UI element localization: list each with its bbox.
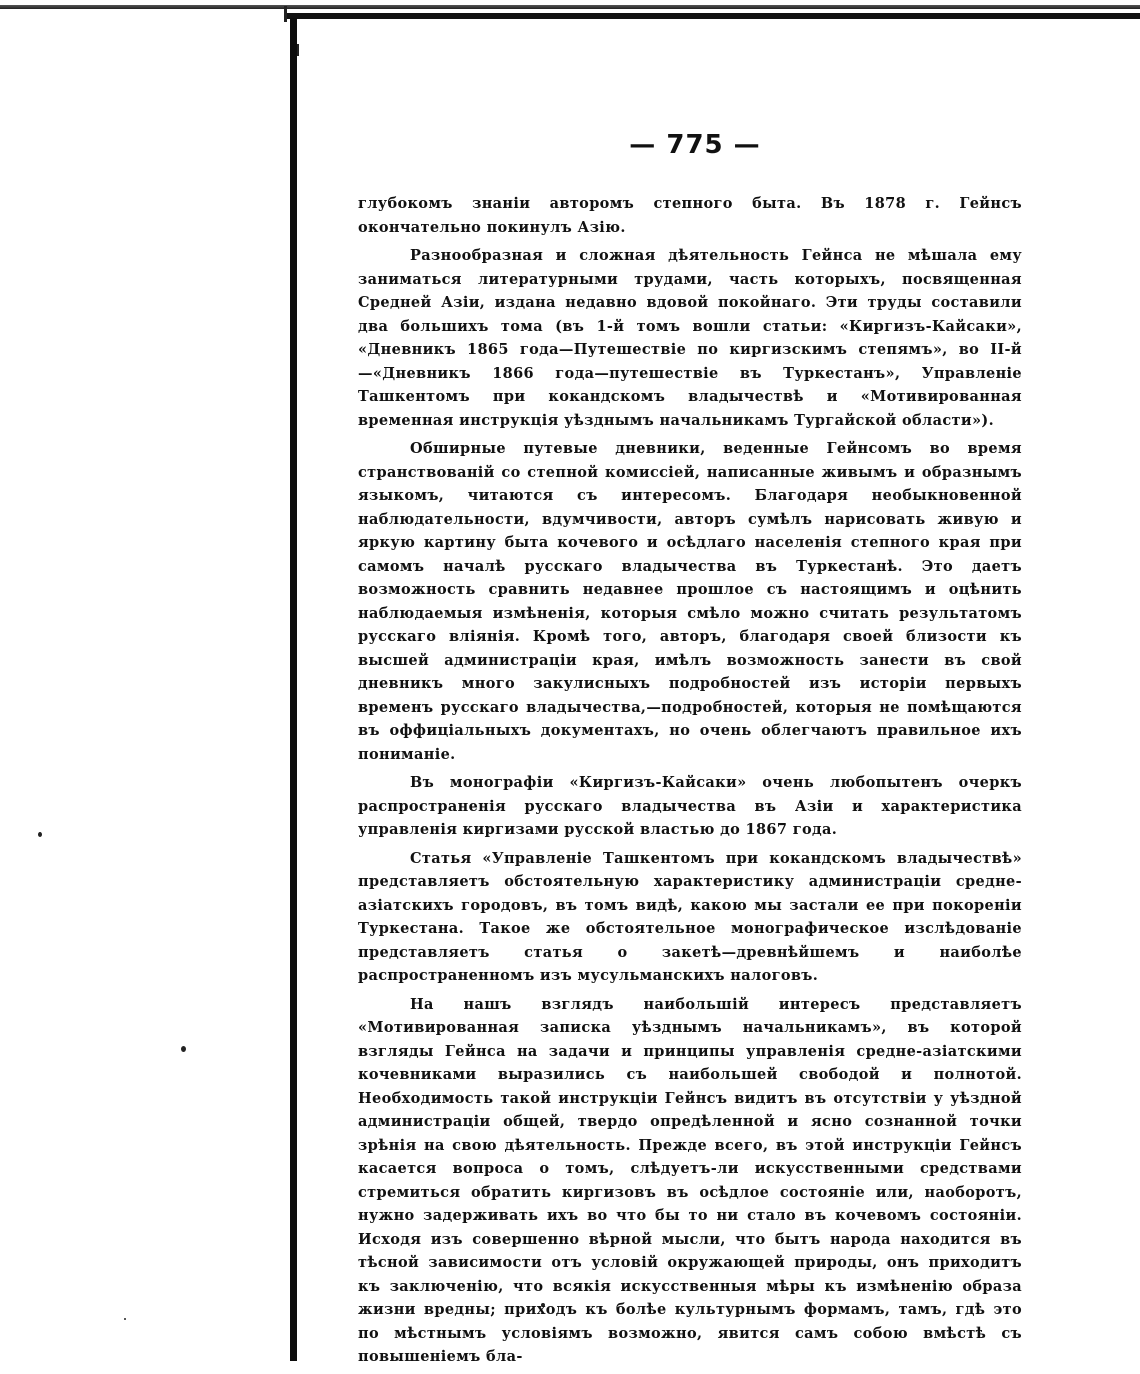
paragraph-continuation: глубокомъ знаніи авторомъ степного быта. Въ 1878 г. Гейнсъ окончательно покинулъ Азію. <box>358 195 1022 236</box>
page-top-edge <box>285 13 1140 19</box>
body-text <box>358 192 1022 1374</box>
paragraph-instruction-note: На нашъ взглядъ наибольшій интересъ представляетъ «Мотивированная записка уѣзднымъ начальникамъ», въ которой взгляды Гейнса на задачи и принципы управленія средне-азіатскими кочевниками выразились съ наибольшей свободой и полнотой. Необходимость такой инструкціи Гейнсъ видитъ въ отсутствіи у уѣздной администраціи общей, твердо опредѣленной и ясно сознанной точки зрѣнія на свою дѣятельность. Прежде всего, въ этой инструкціи Гейнсъ касается вопроса о томъ, слѣдуетъ-ли искусственными средствами стремиться обратить киргизовъ въ осѣдлое состояніе или, наоборотъ, нужно задерживать ихъ во что бы то ни стало въ кочевомъ состояніи. Исходя изъ совершенно вѣрной мысли, что бытъ народа находится въ тѣсной зависимости отъ условій окружающей природы, онъ приходитъ къ заключенію, что всякія искусственныя мѣры къ измѣненію образа жизни вредны; приходъ къ болѣе культурнымъ формамъ, тамъ, гдѣ это по мѣстнымъ условіямъ возможно, явится самъ собою вмѣстѣ съ повышеніемъ бла- <box>358 995 1022 1365</box>
top-border-rule <box>0 5 1140 9</box>
paragraph-literary-works: Разнообразная и сложная дѣятельность Гейнса не мѣшала ему заниматься литературными трудами, часть которыхъ, посвященная Средней Азіи, издана недавно вдовой покойнаго. Эти труды составили два большихъ тома (въ 1-й томъ вошли статьи: «Киргизъ-Кайсаки», «Дневникъ 1865 года—Путешествіе по киргизскимъ степямъ», во II-й—«Дневникъ 1866 года—путешествіе въ Туркестанъ», Управленіе Ташкентомъ при кокандскомъ владычествѣ и «Мотивированная временная инструкція уѣзднымъ начальникамъ Тургайской области»). <box>358 247 1022 429</box>
page-binding-spine <box>290 18 297 1361</box>
paragraph-kirghiz-monograph: Въ монографіи «Киргизъ-Кайсаки» очень любопытенъ очеркъ распространенія русскаго владычества въ Азіи и характеристика управленія киргизами русской властью до 1867 года. <box>358 774 1022 838</box>
scan-speck <box>181 1046 186 1052</box>
binding-tick <box>284 6 287 22</box>
paragraph-tashkent-article: Статья «Управленіе Ташкентомъ при кокандскомъ владычествѣ» представляетъ обстоятельную характеристику администраціи средне-азіатскихъ городовъ, въ томъ видѣ, какою мы застали ее при покореніи Туркестана. Такое же обстоятельное монографическое изслѣдованіе представляетъ статья о закетѣ—древнѣйшемъ и наиболѣе распространенномъ изъ мусульманскихъ налоговъ. <box>358 849 1022 984</box>
paragraph-travel-diaries: Обширные путевые дневники, веденные Гейнсомъ во время странствованій со степной комиссіей, написанные живымъ и образнымъ языкомъ, читаются съ интересомъ. Благодаря необыкновенной наблюдательности, вдумчивости, авторъ сумѣлъ нарисовать живую и яркую картину быта кочевого и осѣдлаго населенія степного края при самомъ началѣ русскаго владычества въ Туркестанѣ. Это даетъ возможность сравнить недавнее прошлое съ настоящимъ и оцѣнить наблюдаемыя измѣненія, которыя смѣло можно считать результатомъ русскаго вліянія. Кромѣ того, авторъ, благодаря своей близости къ высшей администраціи края, имѣлъ возможность занести въ свой дневникъ много закулисныхъ подробностей изъ исторіи первыхъ временъ русскаго владычества,—подробностей, которыя не помѣщаются въ оффиціальныхъ документахъ, но очень облегчаютъ правильное ихъ пониманіе. <box>358 440 1022 763</box>
page-number: — 775 — <box>629 130 761 160</box>
scan-speck <box>124 1318 126 1320</box>
scan-speck <box>297 44 299 56</box>
scan-speck <box>38 832 42 837</box>
